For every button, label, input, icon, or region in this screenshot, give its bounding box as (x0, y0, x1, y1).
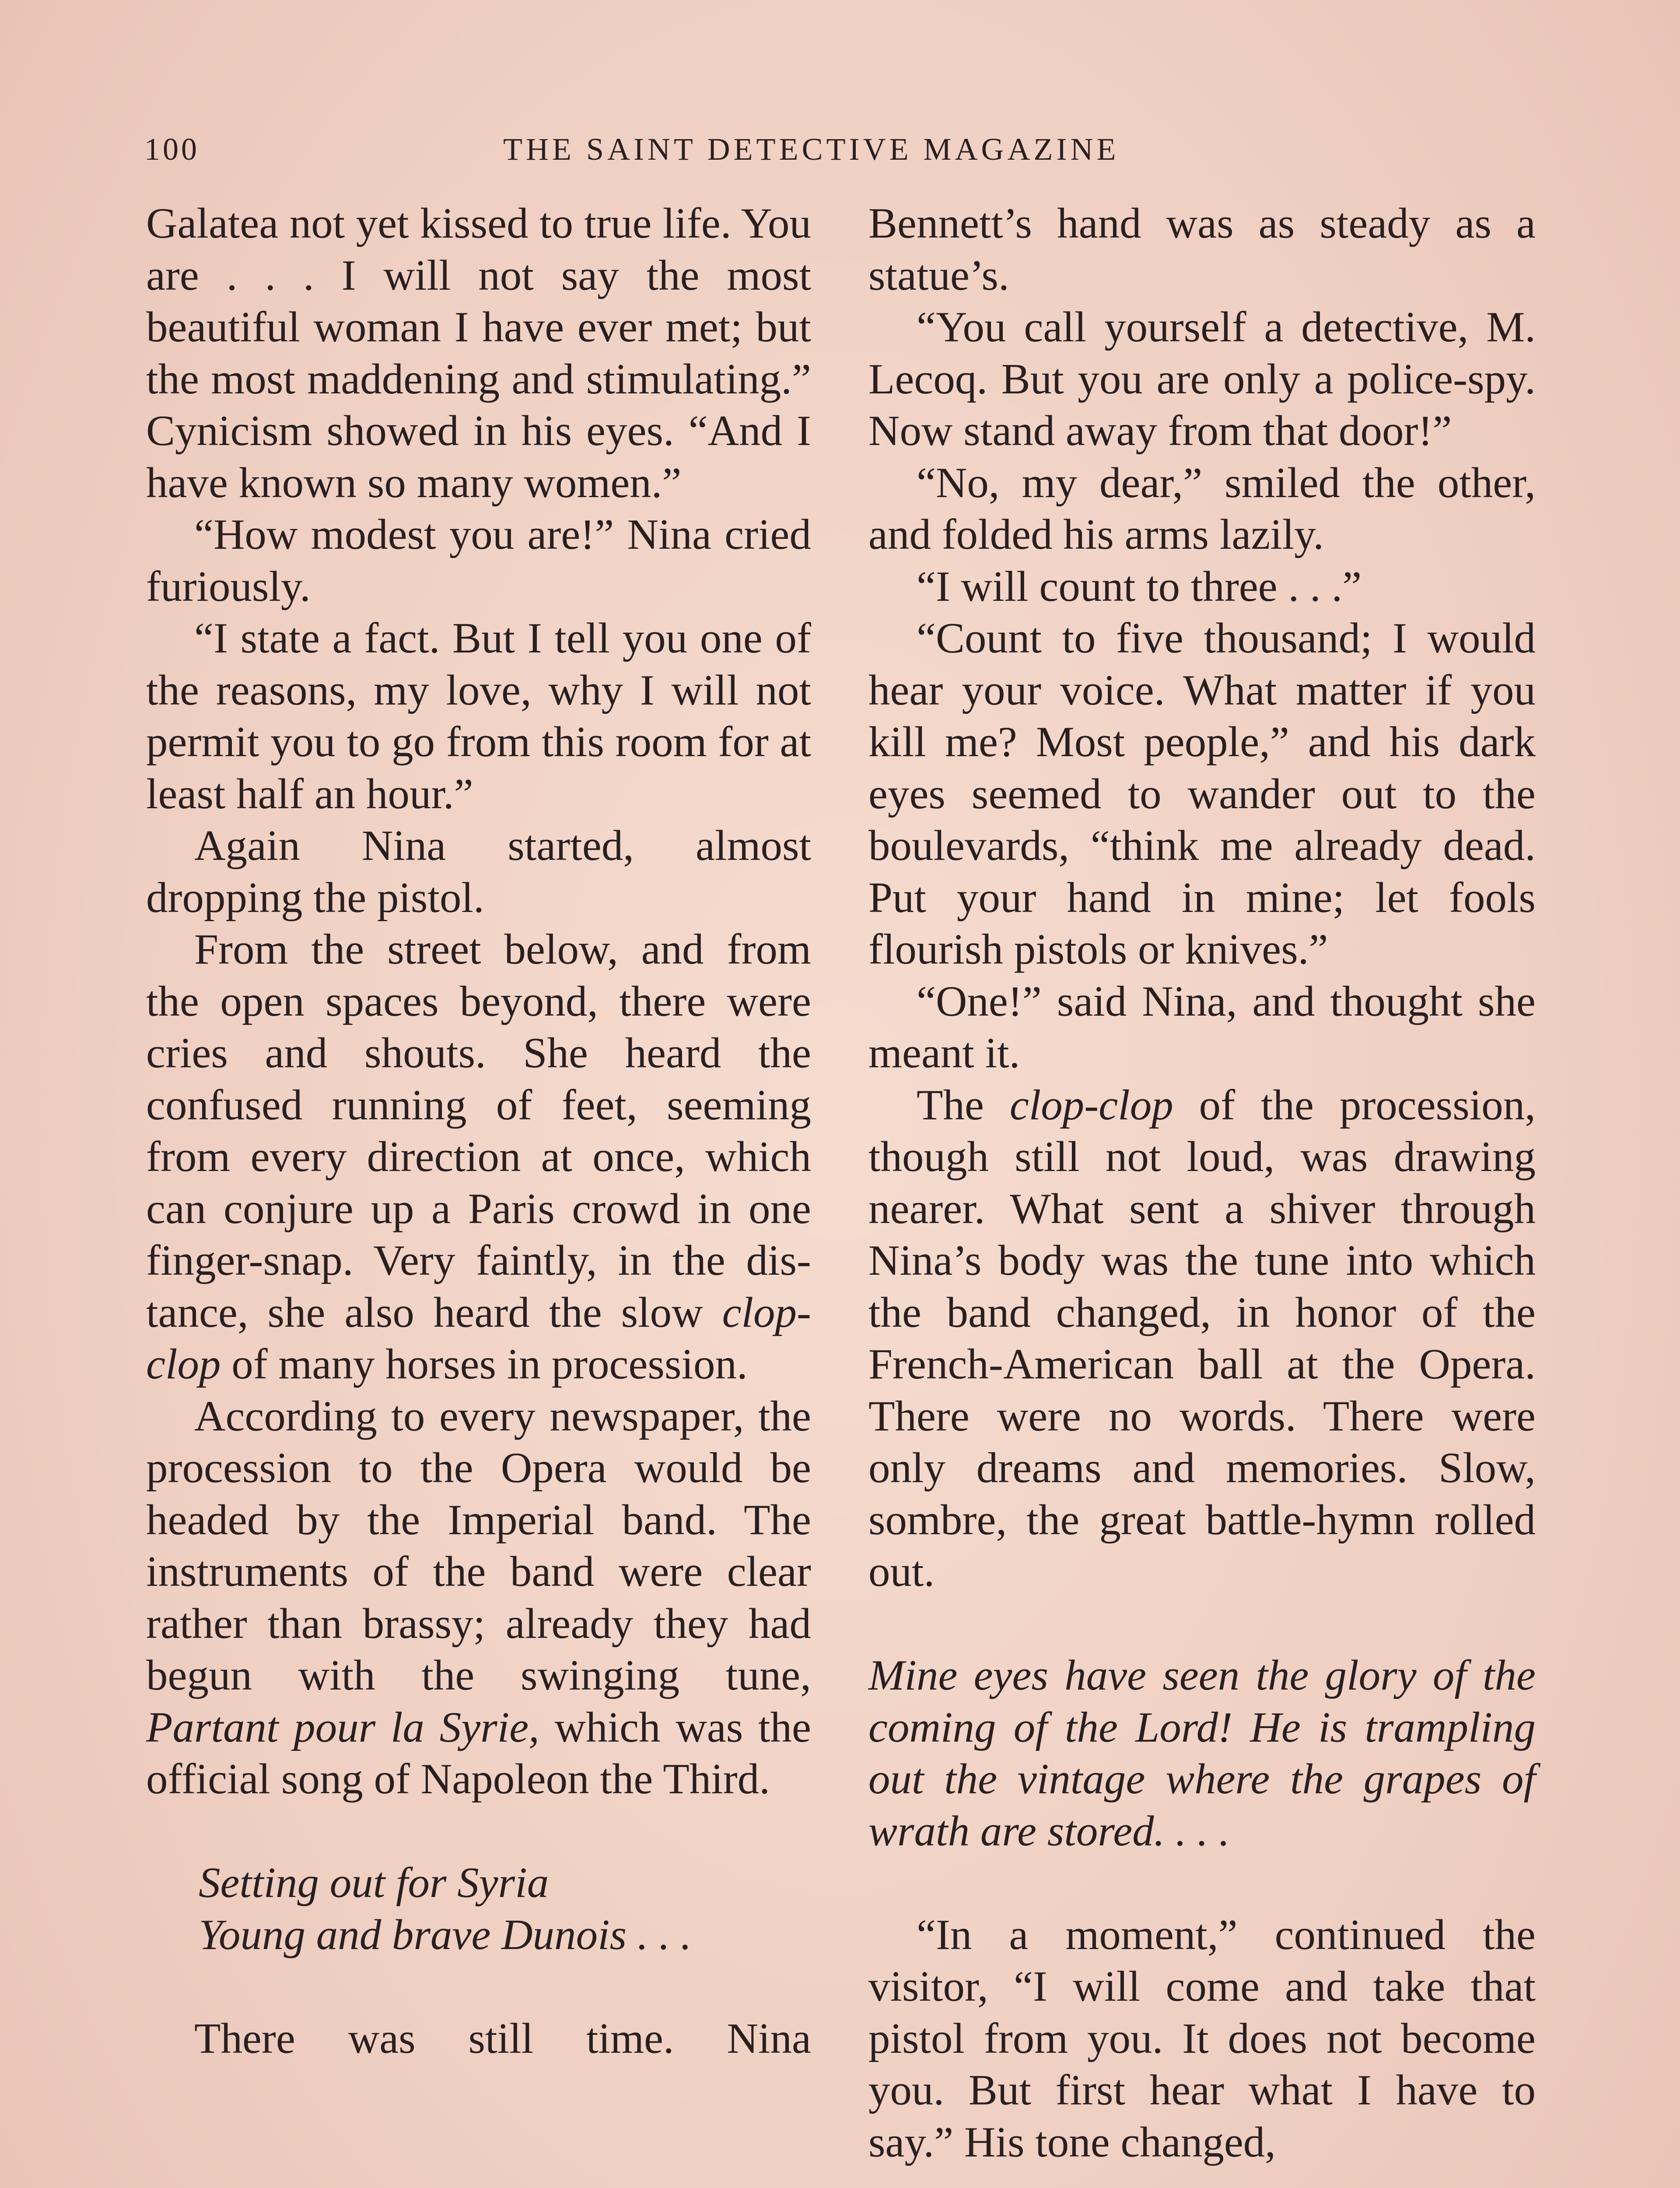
text-run: which was the official song of Napoleon the Third. (146, 1703, 811, 1803)
right-column (868, 198, 1536, 2168)
verse-line: Setting out for Syria (199, 1859, 549, 1907)
left-column (146, 198, 811, 2065)
paragraph: Bennett’s hand was as steady as a statue’s. (868, 200, 1536, 299)
paragraph: Galatea not yet kissed to true life. You are . . . I will not say the most beautiful woman I have ever met; but the most maddening and stimulating.” Cynicism showed in his eyes. “And I have known so many women.” (146, 200, 811, 507)
paragraph: Again Nina started, almost dropping the pistol. (146, 822, 811, 922)
text-run: The (917, 1081, 1010, 1129)
paragraph: “One!” said Nina, and thought she meant it. (868, 977, 1536, 1077)
verse-line: Young and brave Dunois . . . (199, 1911, 692, 1959)
paragraph: “Count to five thousand; I would hear your voice. What matter if you kill me? Most people,” and his dark eyes seemed to wander out to the boulevards, “think me already dead. Put your hand in mine; let fools flourish pistols or knives.” (868, 614, 1536, 973)
spacer (868, 1598, 1536, 1650)
paragraph: “In a moment,” continued the visitor, “I will come and take that pistol from you. It does not become you. But first hear what I have to say.” His tone changed, (868, 1911, 1536, 2166)
page-header (144, 131, 1549, 179)
paragraph: There was still time. Nina (194, 2014, 811, 2062)
italic-run: Partant pour la Syrie, (146, 1703, 539, 1751)
paragraph (868, 1080, 1536, 1598)
verse-stanza: Mine eyes have seen the glory of the coming of the Lord! He is trampling out the vintage where the grapes of wrath are stored. . . . (868, 1652, 1536, 1855)
paragraph (146, 1391, 811, 1806)
text-run: From the street below, and from the open spaces beyond, there were cries and shouts. She heard the confused running of feet, seeming from every direction at once, which can conjure up a Paris crowd in one finger-snap. Very faintly, in the distance, she also heard the slow (146, 926, 811, 1336)
paragraph: “You call yourself a detective, M. Lecoq. But you are only a police-spy. Now stand away from that door!” (868, 303, 1536, 455)
paragraph: “How modest you are!” Nina cried furiously. (146, 511, 811, 610)
paragraph: “No, my dear,” smiled the other, and folded his arms lazily. (868, 459, 1536, 558)
text-run: According to every newspaper, the procession to the Opera would be headed by the Imperial band. The instruments of the band were clear rather than brassy; already they had begun with the swinging tune, (146, 1392, 811, 1699)
spacer (146, 1806, 811, 1858)
paragraph: “I will count to three . . .” (917, 562, 1362, 610)
italic-run: clop-clop (146, 1288, 811, 1388)
spacer (146, 1961, 811, 2013)
italic-run: clop-clop (1009, 1081, 1173, 1129)
paragraph: “I state a fact. But I tell you one of the reasons, my love, why I will not permit you to go from this room for at least half an hour.” (146, 614, 811, 818)
text-run: of the procession, though still not loud, was drawing nearer. What sent a shiver through Nina’s body was the tune into which the band changed, in honor of the French-American ball at the Opera. There were no words. There were only dreams and memories. Slow, sombre, the great battle-hymn rolled out. (868, 1081, 1536, 1595)
running-title: THE SAINT DETECTIVE MAGAZINE (503, 132, 1120, 167)
page-number: 100 (144, 132, 200, 167)
spacer (868, 1857, 1536, 1909)
paragraph (146, 924, 811, 1391)
text-run: of many horses in procession. (220, 1340, 748, 1388)
